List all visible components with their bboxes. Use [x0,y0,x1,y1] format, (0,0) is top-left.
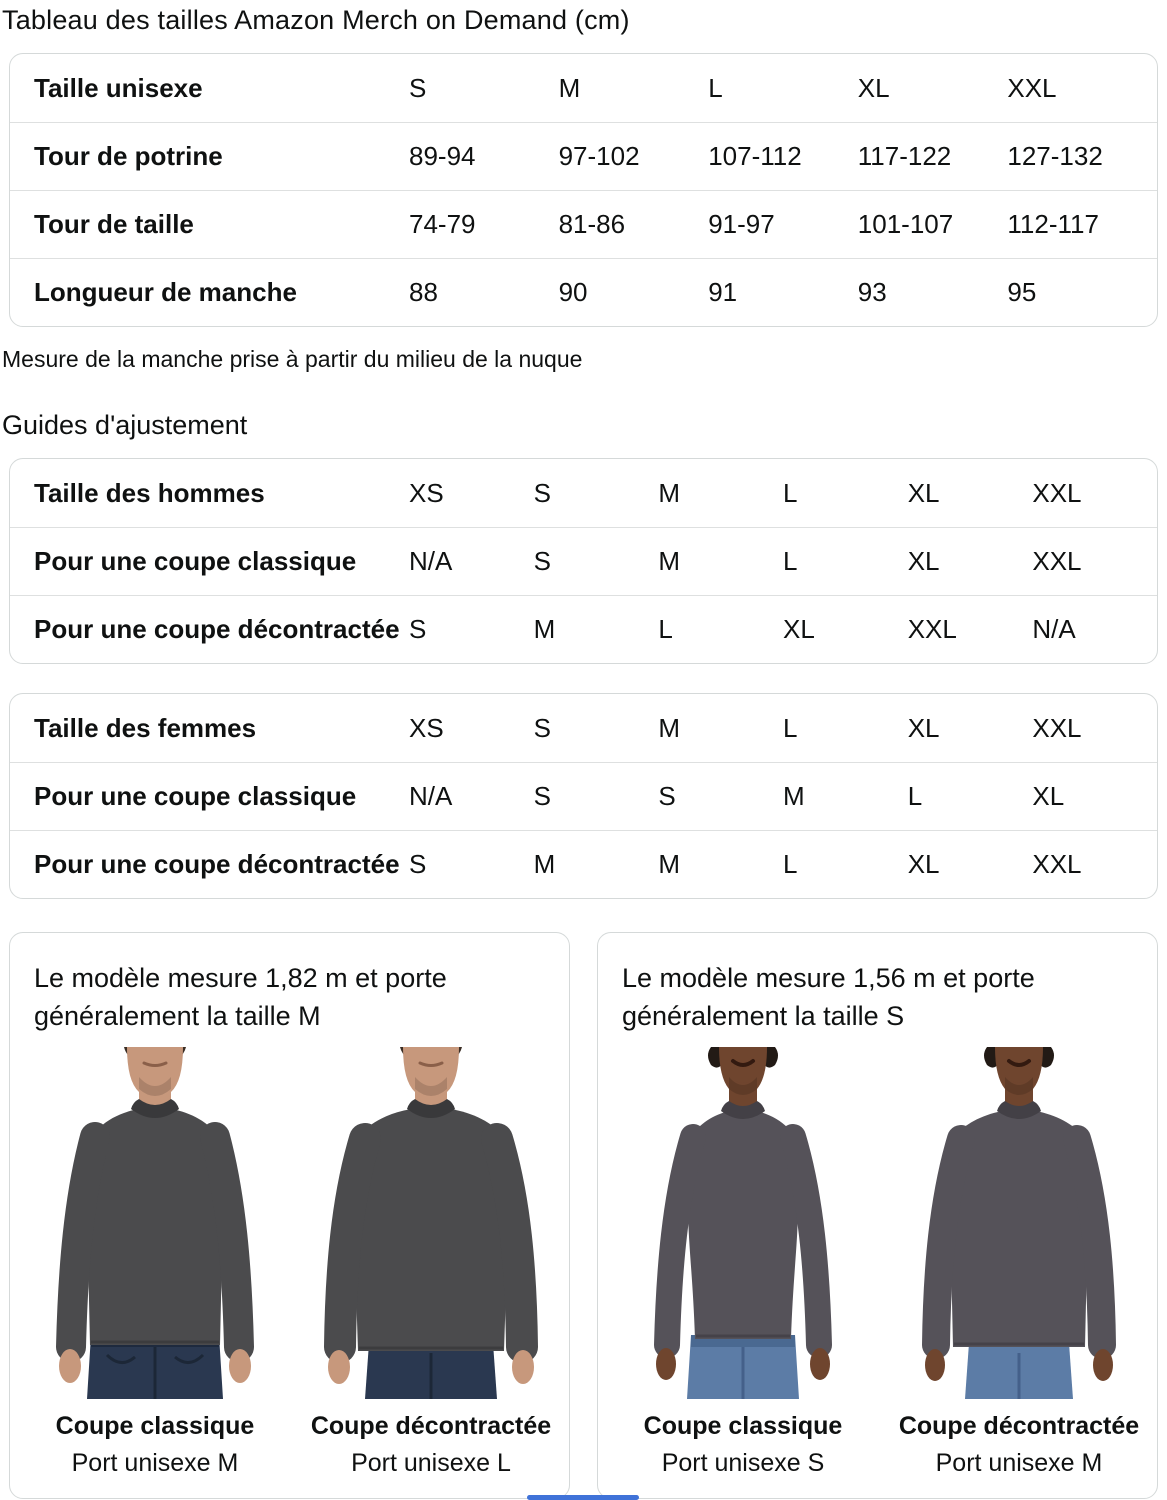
women-fit-table [9,693,1158,899]
table-cell: 97-102 [558,141,640,171]
table-cell: N/A [1032,614,1076,644]
table-cell: 91-97 [708,209,775,239]
table-cell: XL [907,712,940,743]
row-label: Taille des femmes [34,712,257,743]
table-cell: XXL [1032,477,1082,508]
table-row [10,54,1157,122]
table-cell: S [409,614,427,644]
model-description: Le modèle mesure 1,82 m et porte généralement la taille M [34,963,447,1031]
table-cell: XL [857,72,890,103]
table-cell: S [658,781,676,811]
photo-row [24,1047,569,1478]
table-cell: S [533,546,552,576]
male-relaxed-fit-photo [303,1047,559,1399]
photo-classic-fit [612,1047,874,1478]
row-label: Pour une coupe classique [34,546,357,576]
table-cell: M [658,849,681,879]
table-cell: M [533,614,556,644]
row-label: Tour de taille [34,209,194,239]
table-cell: L [658,614,673,644]
men-fit-table [9,458,1158,664]
table-cell: N/A [409,546,453,576]
table-cell: L [907,781,923,811]
photo-classic-fit [24,1047,286,1478]
table-cell: 112-117 [1007,209,1099,239]
table-cell: M [658,546,681,576]
male-classic-fit-photo [27,1047,283,1399]
female-classic-fit-photo [615,1047,871,1399]
table-cell: XL [1032,781,1065,811]
unisex-size-table [9,53,1158,327]
table-row [10,258,1157,326]
table-cell: L [783,849,798,879]
table-cell: XXL [1032,546,1082,576]
table-cell: XS [409,477,444,508]
table-row [10,762,1157,830]
table-cell: XL [907,546,940,576]
row-label: Pour une coupe décontractée [34,614,400,644]
male-model-card [9,932,570,1499]
table-row [10,830,1157,898]
table-cell: 95 [1007,277,1037,307]
photo-row [612,1047,1157,1478]
table-cell: L [708,72,723,103]
sleeve-measure-note: Mesure de la manche prise à partir du milieu de la nuque [2,346,583,372]
table-cell: 90 [558,277,588,307]
table-cell: 89-94 [409,141,476,171]
row-label: Pour une coupe classique [34,781,357,811]
table-cell: N/A [409,781,453,811]
table-cell: XXL [1007,72,1057,103]
table-cell: 117-122 [857,141,952,171]
table-cell: 101-107 [857,209,954,239]
fit-label: Coupe classique [643,1412,843,1440]
table-cell: 107-112 [708,141,802,171]
table-cell: L [783,546,798,576]
table-cell: M [658,477,681,508]
table-cell: M [558,72,581,103]
row-label: Taille des hommes [34,477,265,508]
table-cell: 88 [409,277,438,307]
table-cell: S [533,712,552,743]
page-title: Tableau des tailles Amazon Merch on Demand (cm) [2,5,630,35]
size-label: Port unisexe M [935,1449,1103,1477]
table-row [10,459,1157,527]
table-cell: XS [409,712,444,743]
table-cell: XL [907,477,940,508]
size-label: Port unisexe S [661,1449,825,1477]
table-cell: XXL [1032,712,1082,743]
size-label: Port unisexe M [71,1449,239,1477]
table-cell: L [783,712,798,743]
table-cell: S [533,781,552,811]
table-cell: 91 [708,277,738,307]
table-row [10,190,1157,258]
table-row [10,122,1157,190]
table-cell: S [409,72,427,103]
table-cell: 127-132 [1007,141,1103,171]
table-cell: XXL [1032,849,1082,879]
table-cell: 93 [857,277,887,307]
fit-label: Coupe classique [55,1412,255,1440]
table-cell: S [533,477,552,508]
row-label: Tour de potrine [34,141,223,171]
table-cell: XXL [907,614,957,644]
fit-label: Coupe décontractée [310,1412,552,1440]
fit-guides-heading: Guides d'ajustement [2,410,248,440]
row-label: Longueur de manche [34,277,297,307]
table-row [10,694,1157,762]
table-cell: 81-86 [558,209,626,239]
model-cards-row [9,932,1158,1499]
table-cell: M [783,781,805,811]
female-model-card [597,932,1158,1499]
table-cell: S [409,849,427,879]
table-cell: XL [907,849,940,879]
table-cell: M [533,849,556,879]
carousel-scrollbar-thumb[interactable] [527,1495,639,1500]
table-cell: L [783,477,798,508]
fit-label: Coupe décontractée [898,1412,1140,1440]
size-label: Port unisexe L [351,1449,511,1477]
female-relaxed-fit-photo [891,1047,1147,1399]
row-label: Taille unisexe [34,72,203,103]
row-label: Pour une coupe décontractée [34,849,400,879]
model-description: Le modèle mesure 1,56 m et porte généralement la taille S [622,963,1035,1031]
table-cell: M [658,712,681,743]
table-cell: XL [783,614,815,644]
table-row [10,595,1157,663]
table-cell: 74-79 [409,209,476,239]
photo-relaxed-fit [888,1047,1150,1478]
table-row [10,527,1157,595]
photo-relaxed-fit [300,1047,562,1478]
